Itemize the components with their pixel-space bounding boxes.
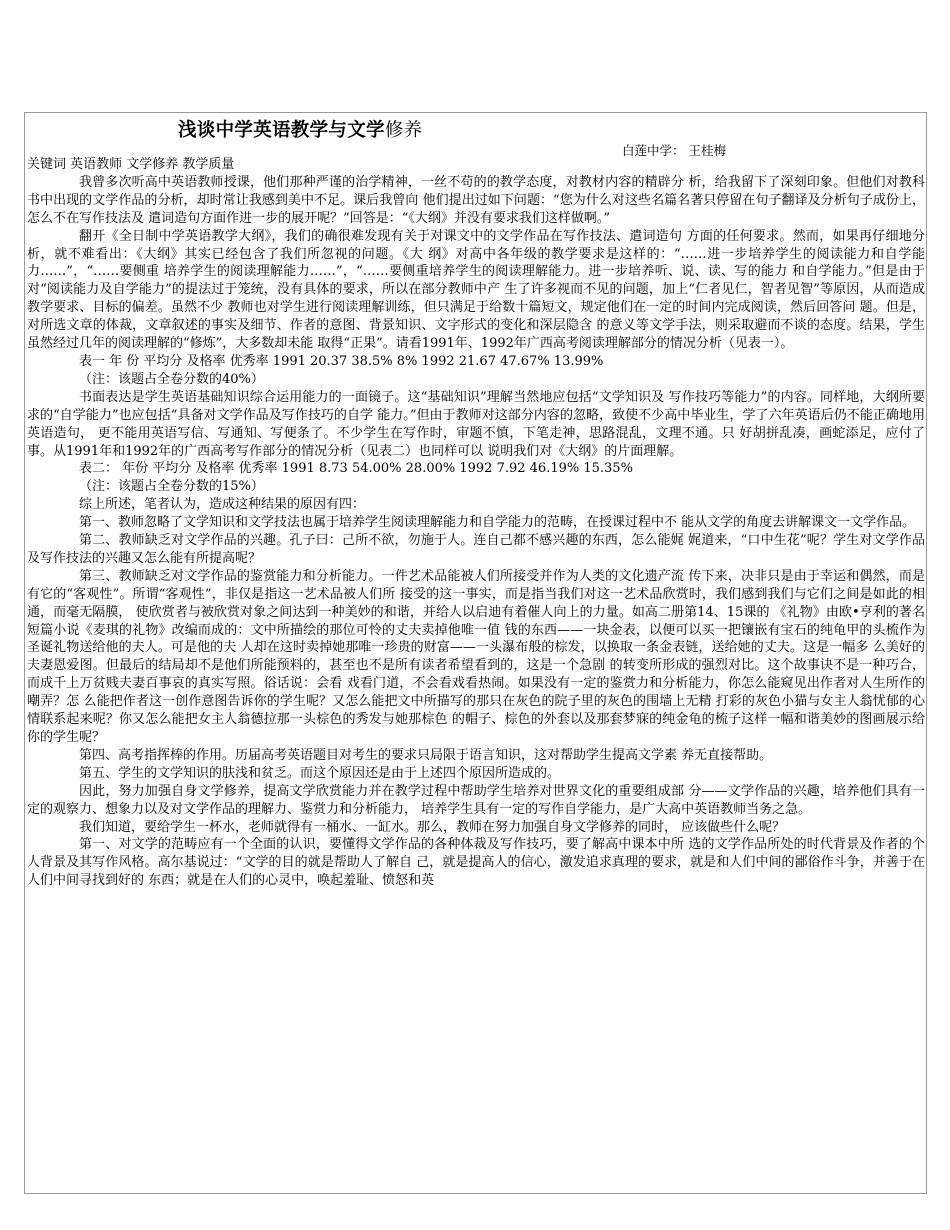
document-title — [178, 116, 422, 142]
article-body — [27, 156, 925, 890]
paragraph: 第五、学生的文学知识的肤浅和贫乏。而这个原因还是由于上述四个原因所造成的。 — [79, 765, 561, 781]
paragraph: 第一、教师忽略了文学知识和文学技法也属于培养学生阅读理解能力和自学能力的范畴，在授课过程中不 能从文学的角度去讲解课文一文学作品。 — [79, 515, 916, 531]
paragraph: 书面表达是学生英语基础知识综合运用能力的一面镜子。这“基础知识”理解当然地应包括“文学知识及 写作技巧等能力”的内容。同样地，大纲所要求的“自学能力”也应包括“具备对文学作品及写作技巧的自学 能力。”但由于教师对这部分内容的忽略，致使不少高中毕业生，学了六年英语后仍不能正确地用英语造句， 更不能用英语写信、写通知、写便条了。不少学生在写作时，审题不慎，下笔走神，思路混乱，文理不通。只 好胡拼乱凑，画蛇添足，应付了事。从1991年和1992年的广西高考写作部分的情况分析（见表二）也同样可以 说明我们对《大纲》的片面理解。 — [27, 389, 926, 459]
paragraph: 翻开《全日制中学英语教学大纲》，我们的确很难发现有关于对课文中的文学作品在写作技法、遣词造句 方面的任何要求。然而，如果再仔细地分析，就不难看出：《大纲》其实已经包含了我们所忽视的问题。《大 纲》对高中各年级的教学要求是这样的：“……进一步培养学生的阅读能力和自学能力……”，“……要侧重 培养学生的阅读理解能力……”，“……要侧重培养学生的阅读理解能力。进一步培养听、说、读、写的能力 和自学能力。”但是由于对“阅读能力及自学能力”的提法过于笼统，没有具体的要求，所以在部分教师中产 生了许多视而不见的问题，加上“仁者见仁，智者见智”等原因，从而造成教学要求、目标的偏差。虽然不少 教师也对学生进行阅读理解训练，但只满足于给数十篇短文，规定他们在一定的时间内完成阅读，然后回答问 题。但是，对所选文章的体裁，文章叙述的事实及细节、作者的意图、背景知识、文字形式的变化和深层隐含 的意义等文学手法，则采取避而不谈的态度。结果，学生虽然经过几年的阅读理解的“修炼”，大多数却未能 取得“正果”。请看1991年、1992年广西高考阅读理解部分的情况分析（见表一）。 — [27, 228, 925, 352]
paragraph: 第二、教师缺乏对文学作品的兴趣。孔子曰：己所不欲，勿施于人。连自己都不感兴趣的东西，怎么能娓 娓道来，“口中生花”呢？学生对文学作品及写作技法的兴趣又怎么能有所提高呢？ — [27, 533, 925, 566]
paragraph: 第一、对文学的范畴应有一个全面的认识，要懂得文学作品的各种体裁及写作技巧，要了解高中课本中所 选的文学作品所处的时代背景及作者的个人背景及其写作风格。高尔基说过：“文学的目的就是帮助人了解自 己，就是提高人的信心，激发追求真理的要求，就是和人们中间的鄙俗作斗争，并善于在人们中间寻找到好的 东西；就是在人们的心灵中，唤起羞耻、愤怒和英 — [27, 837, 925, 889]
table-one-note: （注：该题占全卷分数的40%） — [79, 371, 264, 387]
paragraph: 因此，努力加强自身文学修养，提高文学欣赏能力并在教学过程中帮助学生培养对世界文化的重要组成部 分——文学作品的兴趣，培养他们具有一定的观察力、想象力以及对文学作品的理解力、鉴赏力和分析能力， 培养学生具有一定的写作自学能力，是广大高中英语教师当务之急。 — [27, 783, 925, 817]
paragraph: 综上所述，笔者认为，造成这种结果的原因有四： — [79, 497, 366, 513]
paragraph: 我们知道，要给学生一杯水，老师就得有一桶水、一缸水。那么，教师在努力加强自身文学修养的同时， 应该做些什么呢？ — [79, 819, 786, 835]
author-line: 白莲中学： 王桂梅 — [622, 143, 726, 158]
paragraph: 第四、高考指挥棒的作用。历届高考英语题目对考生的要求只局限于语言知识，这对帮助学生提高文学素 养无直接帮助。 — [79, 747, 773, 763]
paragraph: 我曾多次听高中英语教师授课，他们那种严谨的治学精神，一丝不苟的的教学态度，对教材内容的精辟分 析，给我留下了深刻印象。但他们对教科书中出现的文学作品的分析，却时常让我感到美中不足。课后我曾向 他们提出过如下问题：“您为什么对这些名篇名著只停留在句子翻译及分析句子成份上，怎么不在写作技法及 遣词造句方面作进一步的展开呢？”回答是：“《大纲》并没有要求我们这样做啊。” — [27, 174, 925, 226]
table-one-row: 表一 年 份 平均分 及格率 优秀率 1991 20.37 38.5% 8% 1992 21.67 47.67% 13.99% — [79, 353, 604, 369]
keywords-line: 关键词 英语教师 文学修养 教学质量 — [27, 157, 235, 172]
paragraph: 第三、教师缺乏对文学作品的鉴赏能力和分析能力。一件艺术品能被人们所接受并作为人类的文化遗产流 传下来，决非只是由于幸运和偶然，而是有它的“客观性”。所谓“客观性”，非仅是指这一艺术品被人们所 接受的这一事实，而是指当我们对这一艺术品欣赏时，我们感到我们与它们之间是如此的相通，而毫无隔膜， 使欣赏者与被欣赏对象之间达到一种美妙的和谐，并给人以启迪有着催人向上的力量。如高二册第14、15课的 《礼物》由欧•亨利的著名短篇小说《麦琪的礼物》改编而成的：文中所描绘的那位可怜的丈夫卖掉他唯一值 钱的东西——一块金表，以便可以买一把镶嵌有宝石的纯龟甲的头梳作为圣诞礼物送给他的夫人。可是他的夫 人却在这时卖掉她那唯一珍贵的财富——一头瀑布般的棕发，以换取一条金表链，送给她的丈夫。这是一幅多 么美好的夫妻恩爱图。但最后的结局却不是他们所能预料的，甚至也不是所有读者希望看到的，这是一个急剧 的转变所形成的强烈对比。这个故事诀不是一种巧合，而成千上万贫贱夫妻百事哀的真实写照。俗话说：会看 戏看门道，不会看戏看热闹。如果没有一定的鉴赏力和分析能力，你怎么能窥见出作者对人生所作的嘲弄？怎 么能把作者这一创作意图告诉你的学生呢？又怎么能把文中所描写的那只在灰色的院子里的灰色的围墙上无精 打彩的灰色小猫与女主人翁忧郁的心情联系起来呢？你又怎么能把女主人翁德拉那一头棕色的秀发与她那棕色 的帽子、棕色的外套以及那套梦寐的纯金龟的梳子这样一幅和谐美妙的图画展示给你的学生呢？ — [27, 568, 925, 745]
table-two-row: 表二： 年份 平均分 及格率 优秀率 1991 8.73 54.00% 28.00% 1992 7.92 46.19% 15.35% — [79, 461, 633, 477]
title-tail: 修养 — [384, 120, 423, 141]
title-main: 浅谈中学英语教学与文学 — [178, 120, 385, 141]
table-two-note: （注：该题占全卷分数的15%） — [79, 479, 264, 495]
